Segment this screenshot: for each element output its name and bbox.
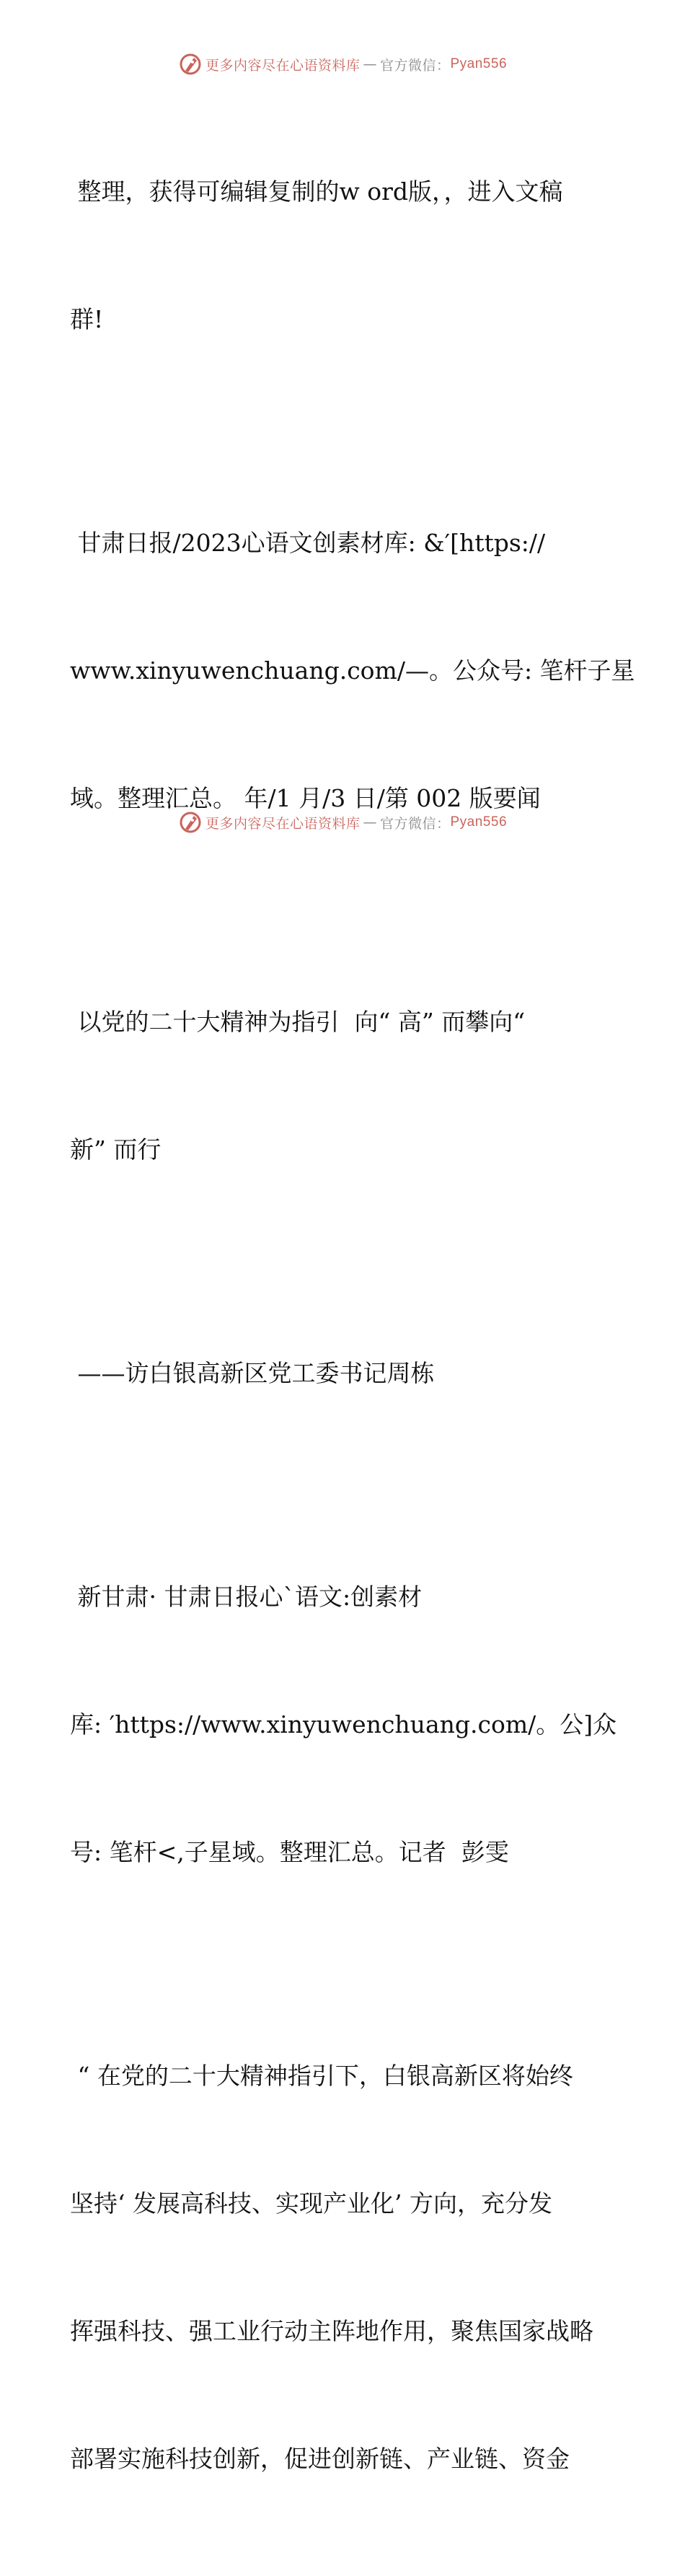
banner-wechat-label: 官方微信： (379, 57, 451, 74)
banner-wechat-label: 官方微信： (379, 815, 451, 832)
text-line: 号: 笔杆<,子星域。整理汇总。记者 彭雯 (70, 1838, 509, 1866)
text-line: 库: ′https://www.xinyuwenchuang.com/。公]众 (70, 1710, 617, 1738)
pen-nib-circle-icon (178, 52, 203, 76)
banner-wechat-id: Pyan556 (450, 814, 508, 830)
text-line: 坚持‘ 发展高科技、实现产业化’ 方向，充分发 (70, 2189, 552, 2217)
article-subtitle (70, 1267, 618, 1480)
text-line: 部署实施科技创新，促进创新链、产业链、资金 (70, 2445, 570, 2473)
article-byline (70, 1490, 618, 1959)
banner-text: 更多内容尽在心语资料库 (205, 57, 361, 74)
document-body (70, 85, 635, 2576)
text-line: 新” 而行 (70, 1135, 162, 1164)
header-banner (0, 52, 685, 76)
text-line: 域。整理汇总。 年/1 月/3 日/第 002 版要闻 (70, 784, 541, 812)
text-line: 以党的二十大精神为指引 向“ 高” 而攀向“ (70, 1008, 526, 1036)
text-line: “ 在党的二十大精神指引下，白银高新区将始终 (70, 2062, 573, 2090)
text-line: 整理，获得可编辑复制的w ord版，，进入文稿 (70, 177, 563, 206)
text-line: 甘肃日报/2023心语文创素材库: &′[https:// (70, 529, 546, 557)
banner-separator: — (363, 56, 377, 72)
text-line: 群! (70, 305, 104, 333)
banner-separator: — (363, 814, 377, 830)
text-line: ——访白银高新区党工委书记周栋 (70, 1359, 435, 1387)
paragraph-intro (70, 85, 618, 426)
text-line: 新甘肃· 甘肃日报心`语文:创素材 (70, 1583, 423, 1611)
text-line: 挥强科技、强工业行动主阵地作用，聚焦国家战略 (70, 2317, 593, 2345)
footer-banner (0, 810, 685, 835)
text-line: www.xinyuwenchuang.com/—。公众号: 笔杆子星 (70, 656, 635, 685)
paragraph-body (70, 1969, 618, 2565)
article-title (70, 915, 618, 1256)
pen-nib-circle-icon (178, 810, 203, 835)
banner-text: 更多内容尽在心语资料库 (205, 815, 361, 832)
banner-wechat-id: Pyan556 (450, 56, 508, 71)
